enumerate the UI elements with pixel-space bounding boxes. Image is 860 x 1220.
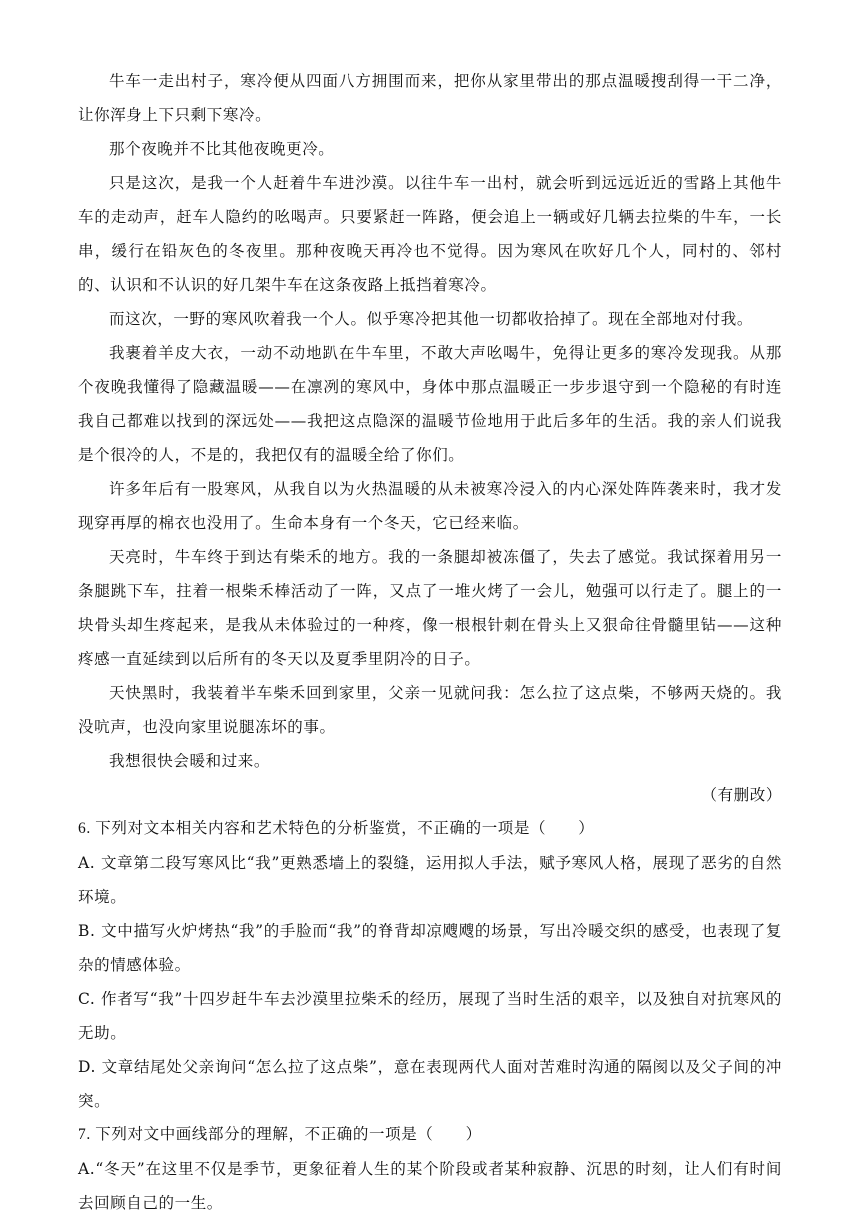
answer-option-a: A. 文章第二段写寒风比“我”更熟悉墙上的裂缝，运用拟人手法，赋予寒风人格，展现了恶劣的自然环境。 — [78, 854, 782, 906]
answer-option-b: B. 文中描写火炉烤热“我”的手脸而“我”的脊背却凉飕飕的场景，写出冷暖交织的感受，也表现了复杂的情感体验。 — [78, 922, 782, 974]
question-7 — [78, 1118, 782, 1220]
question-6 — [78, 812, 782, 1118]
article-paragraph: 牛车一走出村子，寒冷便从四面八方拥围而来，把你从家里带出的那点温暖搜刮得一干二净，让你浑身上下只剩下寒冷。 — [78, 72, 782, 124]
answer-option-d: D. 文章结尾处父亲询问“怎么拉了这点柴”，意在表现两代人面对苦难时沟通的隔阂以及父子间的冲突。 — [78, 1058, 782, 1110]
answer-option-a: A.“冬天”在这里不仅是季节，更象征着人生的某个阶段或者某种寂静、沉思的时刻，让人们有时间去回顾自己的一生。 — [78, 1160, 782, 1212]
document-page — [78, 64, 782, 1220]
article-paragraph: 只是这次，是我一个人赶着牛车进沙漠。以往牛车一出村，就会听到远远近近的雪路上其他牛车的走动声，赶车人隐约的吆喝声。只要紧赶一阵路，便会追上一辆或好几辆去拉柴的牛车，一长串，缓行在铅灰色的冬夜里。那种夜晚天再冷也不觉得。因为寒风在吹好几个人，同村的、邻村的、认识和不认识的好几架牛车在这条夜路上抵挡着寒冷。 — [78, 174, 782, 294]
question-stem: 6. 下列对文本相关内容和艺术特色的分析鉴赏，不正确的一项是（ ） — [78, 820, 595, 837]
question-stem: 7. 下列对文中画线部分的理解，不正确的一项是（ ） — [78, 1126, 482, 1143]
answer-option-c: C. 作者写“我”十四岁赶牛车去沙漠里拉柴禾的经历，展现了当时生活的艰辛，以及独自对抗寒风的无助。 — [78, 990, 782, 1042]
article-paragraph: 许多年后有一股寒风，从我自以为火热温暖的从未被寒冷浸入的内心深处阵阵袭来时，我才发现穿再厚的棉衣也没用了。生命本身有一个冬天，它已经来临。 — [78, 480, 782, 532]
source-note: （有删改） — [701, 786, 782, 804]
article-paragraph: 天快黑时，我装着半车柴禾回到家里，父亲一见就问我：怎么拉了这点柴，不够两天烧的。我没吭声，也没向家里说腿冻坏的事。 — [78, 684, 782, 736]
article-paragraph: 而这次，一野的寒风吹着我一个人。似乎寒冷把其他一切都收拾掉了。现在全部地对付我。 — [109, 310, 754, 328]
article-paragraph: 那个夜晚并不比其他夜晚更冷。 — [109, 140, 335, 158]
article-paragraph: 天亮时，牛车终于到达有柴禾的地方。我的一条腿却被冻僵了，失去了感觉。我试探着用另一条腿跳下车，拄着一根柴禾棒活动了一阵，又点了一堆火烤了一会儿，勉强可以行走了。腿上的一块骨头却生疼起来，是我从未体验过的一种疼，像一根根针刺在骨头上又狠命往骨髓里钻——这种疼感一直延续到以后所有的冬天以及夏季里阴冷的日子。 — [78, 548, 782, 668]
article-paragraph: 我裹着羊皮大衣，一动不动地趴在牛车里，不敢大声吆喝牛，免得让更多的寒冷发现我。从那个夜晚我懂得了隐藏温暖——在凛冽的寒风中，身体中那点温暖正一步步退守到一个隐秘的有时连我自己都难以找到的深远处——我把这点隐深的温暖节俭地用于此后多年的生活。我的亲人们说我是个很冷的人，不是的，我把仅有的温暖全给了你们。 — [78, 344, 782, 464]
article-paragraph: 我想很快会暖和过来。 — [109, 752, 271, 770]
